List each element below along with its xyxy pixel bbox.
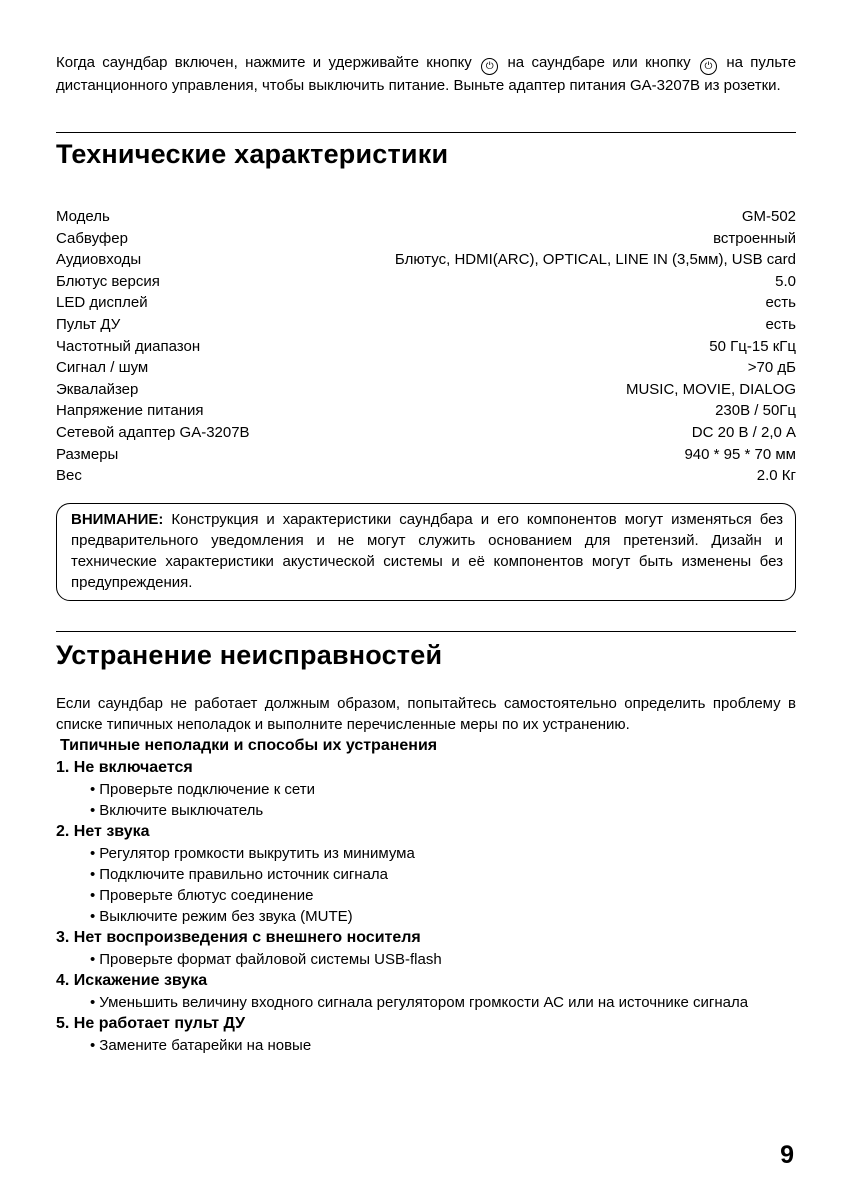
spec-label: Модель [56,208,110,225]
spec-row [56,314,796,336]
warning-label: ВНИМАНИЕ: [71,510,164,528]
spec-value: GM-502 [741,208,796,225]
spec-row [56,206,796,228]
spec-row [56,422,796,444]
spec-label: Блютус версия [56,272,160,290]
spec-row [56,444,796,466]
issue-tip: • Выключите режим без звука (MUTE) [90,906,796,927]
spec-value: 230В / 50Гц [715,402,796,420]
spec-value: 2.0 Кг [756,467,796,485]
warning-text: Конструкция и характеристики саундбара и его компонентов могут изменяться без предварительного уведомления и не могут служить основанием для претензий. Дизайн и технические характеристики акустической системы и её компонентов могут быть изменены без предупреждения. [71,510,784,591]
issues-list [56,757,796,1056]
intro-text-1: Когда саундбар включен, нажмите и удерживайте кнопку [56,54,472,71]
spec-label: Размеры [56,445,119,463]
spec-value: есть [765,294,796,312]
troubleshooting-intro: Если саундбар не работает должным образом, попытайтесь самостоятельно определить проблему в списке типичных неполадок и выполните перечисленные меры по их устранению. [56,694,796,733]
spec-label: Эквалайзер [56,380,139,398]
issue-title: 2. Нет звука [56,822,150,840]
spec-label: Вес [56,467,82,485]
intro-text-3: на пульте дистанционного управления, чтобы выключить питание. Выньте адаптер питания GA-3207B из розетки. [56,54,797,94]
spec-value: есть [765,315,796,333]
spec-label: Пульт ДУ [56,315,121,333]
issue-tip: • Проверьте формат файловой системы USB-flash [90,949,796,970]
page-number: 9 [780,1141,794,1169]
troubleshooting-subtitle: Типичные неполадки и способы их устранения [60,736,438,754]
spec-row [56,465,796,487]
power-icon: ⏻ [481,58,498,75]
spec-row [56,336,796,358]
spec-value: 5.0 [775,272,796,290]
warning-notice [56,503,796,601]
issue-tip: • Регулятор громкости выкрутить из минимума [90,843,796,864]
specs-table [56,206,796,487]
section-divider [56,631,796,632]
intro-paragraph [56,52,796,96]
spec-label: Напряжение питания [56,402,204,420]
spec-row [56,292,796,314]
issue-tip: • Подключите правильно источник сигнала [90,864,796,885]
spec-label: Сигнал / шум [56,359,149,377]
issue-tip: • Проверьте подключение к сети [90,779,796,800]
spec-value: MUSIC, MOVIE, DIALOG [625,380,796,398]
issue-tip: • Проверьте блютус соединение [90,885,796,906]
manual-page [56,52,796,1056]
issue-title: 5. Не работает пульт ДУ [56,1014,246,1032]
issue-tip: • Включите выключатель [90,800,796,821]
issue-title: 1. Не включается [56,758,193,776]
spec-value: 50 Гц-15 кГц [709,337,796,355]
spec-label: LED дисплей [56,294,148,312]
spec-row [56,379,796,401]
spec-value: встроенный [713,229,796,247]
spec-row [56,228,796,250]
spec-row [56,400,796,422]
issue-tip: • Уменьшить величину входного сигнала регулятором громкости АС или на источнике сигнала [90,992,796,1013]
power-icon: ⏻ [700,58,717,75]
section-divider [56,132,796,133]
spec-row [56,249,796,271]
spec-value: >70 дБ [747,359,796,377]
spec-label: Сетевой адаптер GA-3207B [56,423,250,441]
spec-label: Частотный диапазон [56,337,201,355]
troubleshooting-title: Устранение неисправностей [56,639,443,670]
spec-value: 940 * 95 * 70 мм [684,445,796,463]
spec-label: Аудиовходы [56,251,142,269]
spec-value: DC 20 В / 2,0 А [691,423,796,441]
issue-title: 3. Нет воспроизведения с внешнего носителя [56,928,421,946]
intro-text-2: на саундбаре или кнопку [507,54,691,71]
spec-value: Блютус, HDMI(ARC), OPTICAL, LINE IN (3,5мм), USB card [394,251,796,269]
spec-row [56,271,796,293]
issue-title: 4. Искажение звука [56,971,208,989]
spec-row [56,357,796,379]
spec-label: Сабвуфер [56,229,128,247]
specs-title: Технические характеристики [56,139,449,169]
issue-tip: • Замените батарейки на новые [90,1035,796,1056]
